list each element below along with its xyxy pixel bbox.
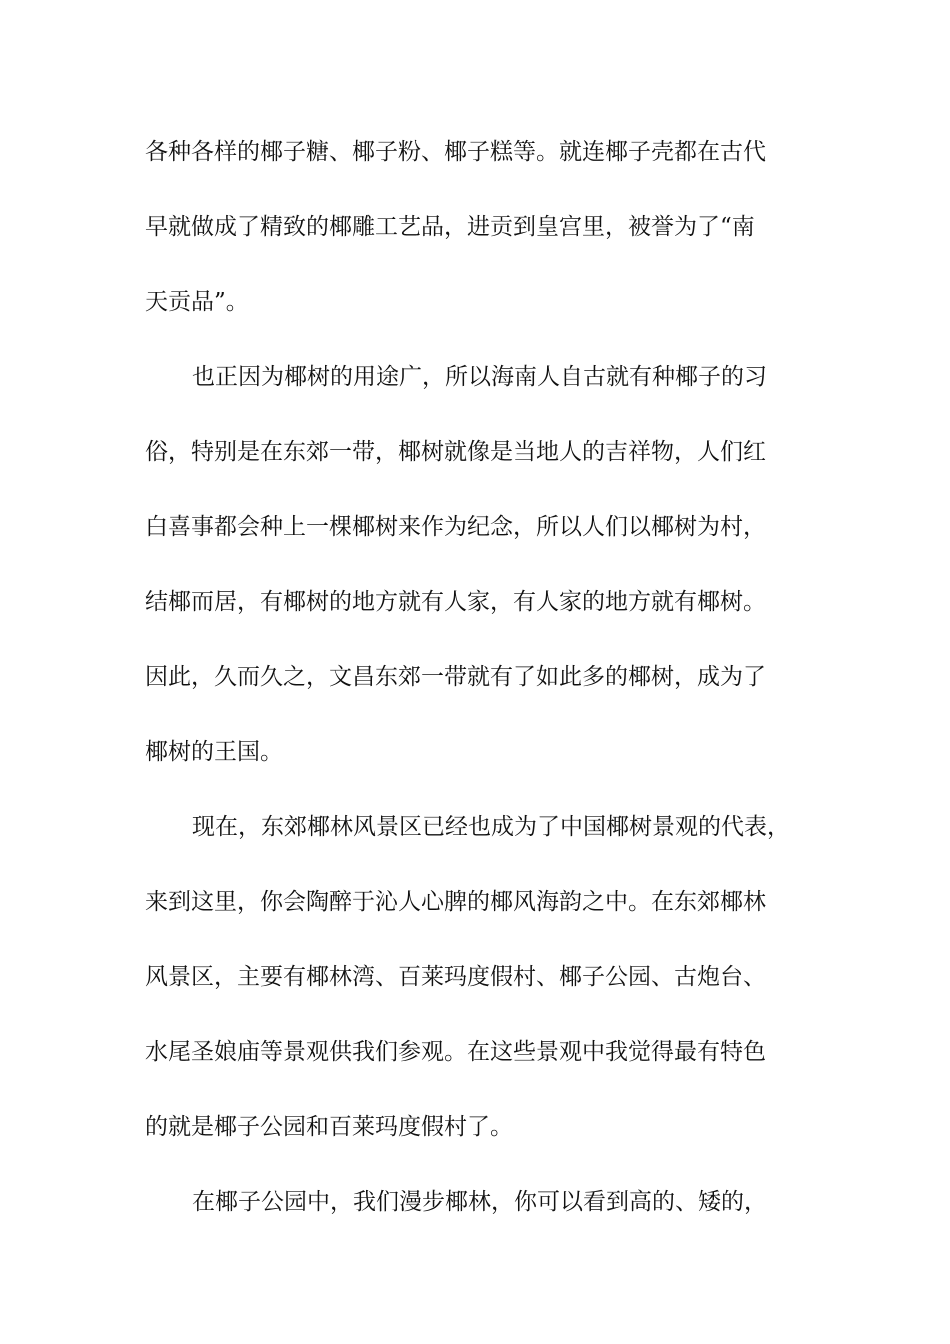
text-line: 因此，久而久之，文昌东郊一带就有了如此多的椰树，成为了 [145, 664, 766, 690]
text-line: 水尾圣娘庙等景观供我们参观。在这些景观中我觉得最有特色 [145, 1039, 766, 1065]
text-line: 各种各样的椰子糖、椰子粉、椰子糕等。就连椰子壳都在古代 [145, 139, 766, 165]
text-line: 天贡品”。 [145, 289, 249, 315]
text-line: 早就做成了精致的椰雕工艺品，进贡到皇宫里，被誉为了“南 [145, 214, 755, 240]
article-body [145, 128, 815, 1253]
paragraph-first-line: 现在，东郊椰林风景区已经也成为了中国椰树景观的代表， [192, 814, 790, 840]
text-line: 白喜事都会种上一棵椰树来作为纪念，所以人们以椰树为村， [145, 514, 766, 540]
text-line: 风景区，主要有椰林湾、百莱玛度假村、椰子公园、古炮台、 [145, 964, 766, 990]
text-line: 俗，特别是在东郊一带，椰树就像是当地人的吉祥物，人们红 [145, 439, 766, 465]
paragraph-first-line: 也正因为椰树的用途广，所以海南人自古就有种椰子的习 [192, 364, 767, 390]
text-line: 来到这里，你会陶醉于沁人心脾的椰风海韵之中。在东郊椰林 [145, 889, 766, 915]
text-line: 结椰而居，有椰树的地方就有人家，有人家的地方就有椰树。 [145, 589, 766, 615]
paragraph-first-line: 在椰子公园中，我们漫步椰林，你可以看到高的、矮的， [192, 1189, 767, 1215]
text-line: 的就是椰子公园和百莱玛度假村了。 [145, 1114, 513, 1140]
text-line: 椰树的王国。 [145, 739, 283, 765]
